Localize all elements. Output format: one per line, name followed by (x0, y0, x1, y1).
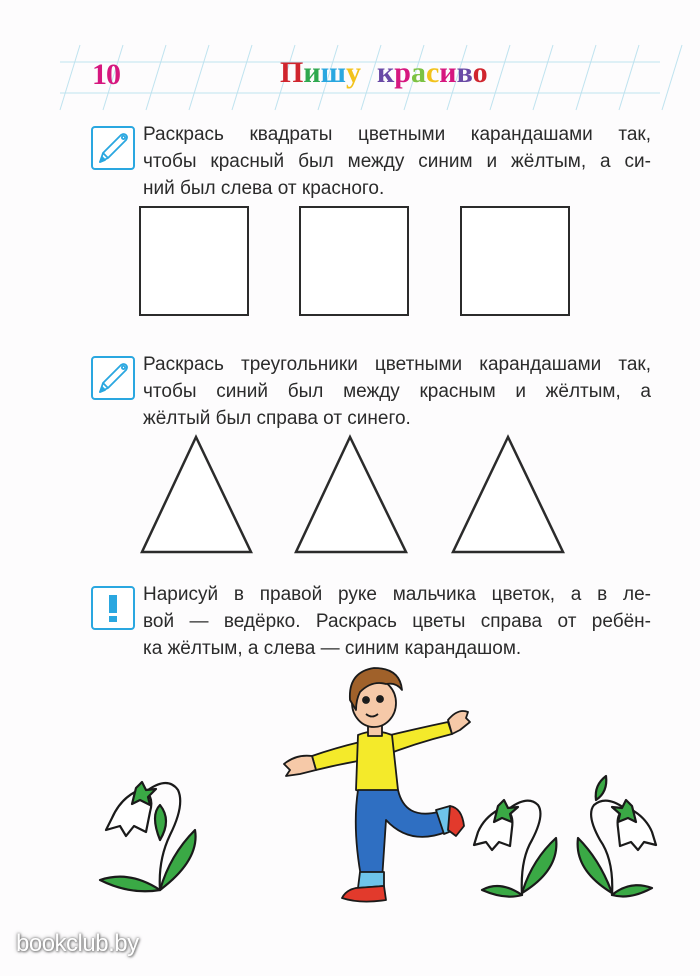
title-letter: П (280, 56, 304, 89)
triangle-2[interactable] (296, 437, 406, 552)
task-line: ка жёлтым, а слева — синим карандашом. (143, 638, 522, 659)
watermark: bookclub.by (16, 930, 139, 957)
title-letter: и (303, 56, 321, 89)
title-letter: о (472, 56, 488, 89)
title-letter: ш (320, 56, 346, 89)
title-letter: в (456, 56, 473, 89)
task-line: жёлтый был справа от синего. (143, 408, 411, 429)
exclamation-icon (91, 586, 135, 630)
task-line: Нарисуй в правой руке мальчика цветок, а в ле- (143, 584, 651, 605)
boy-illustration (284, 668, 470, 902)
title-letter: с (425, 56, 440, 89)
page-number: 10 (92, 58, 120, 91)
title-letter: у (345, 56, 361, 89)
task-line: чтобы синий был между красным и жёлтым, а (143, 381, 651, 402)
title-letter: а (410, 56, 426, 89)
task-line: ний был слева от красного. (143, 178, 385, 199)
title-letter: и (439, 56, 457, 89)
flower-left (100, 782, 196, 891)
title-letter: к (376, 56, 395, 89)
task-line: Раскрась треугольники цветными карандашами так, (143, 354, 651, 375)
task-text (143, 581, 651, 662)
task-line: Раскрась квадраты цветными карандашами так, (143, 124, 651, 145)
task-line: вой — ведёрко. Раскрась цветы справа от ребён- (143, 611, 651, 632)
flower-right-1 (474, 800, 556, 897)
task-3 (91, 581, 651, 663)
task-line: чтобы красный был между синим и жёлтым, а си- (143, 151, 651, 172)
flower-right-2 (578, 776, 656, 896)
triangle-1[interactable] (142, 437, 251, 552)
title-letter: р (394, 56, 411, 89)
triangle-3[interactable] (453, 437, 563, 552)
